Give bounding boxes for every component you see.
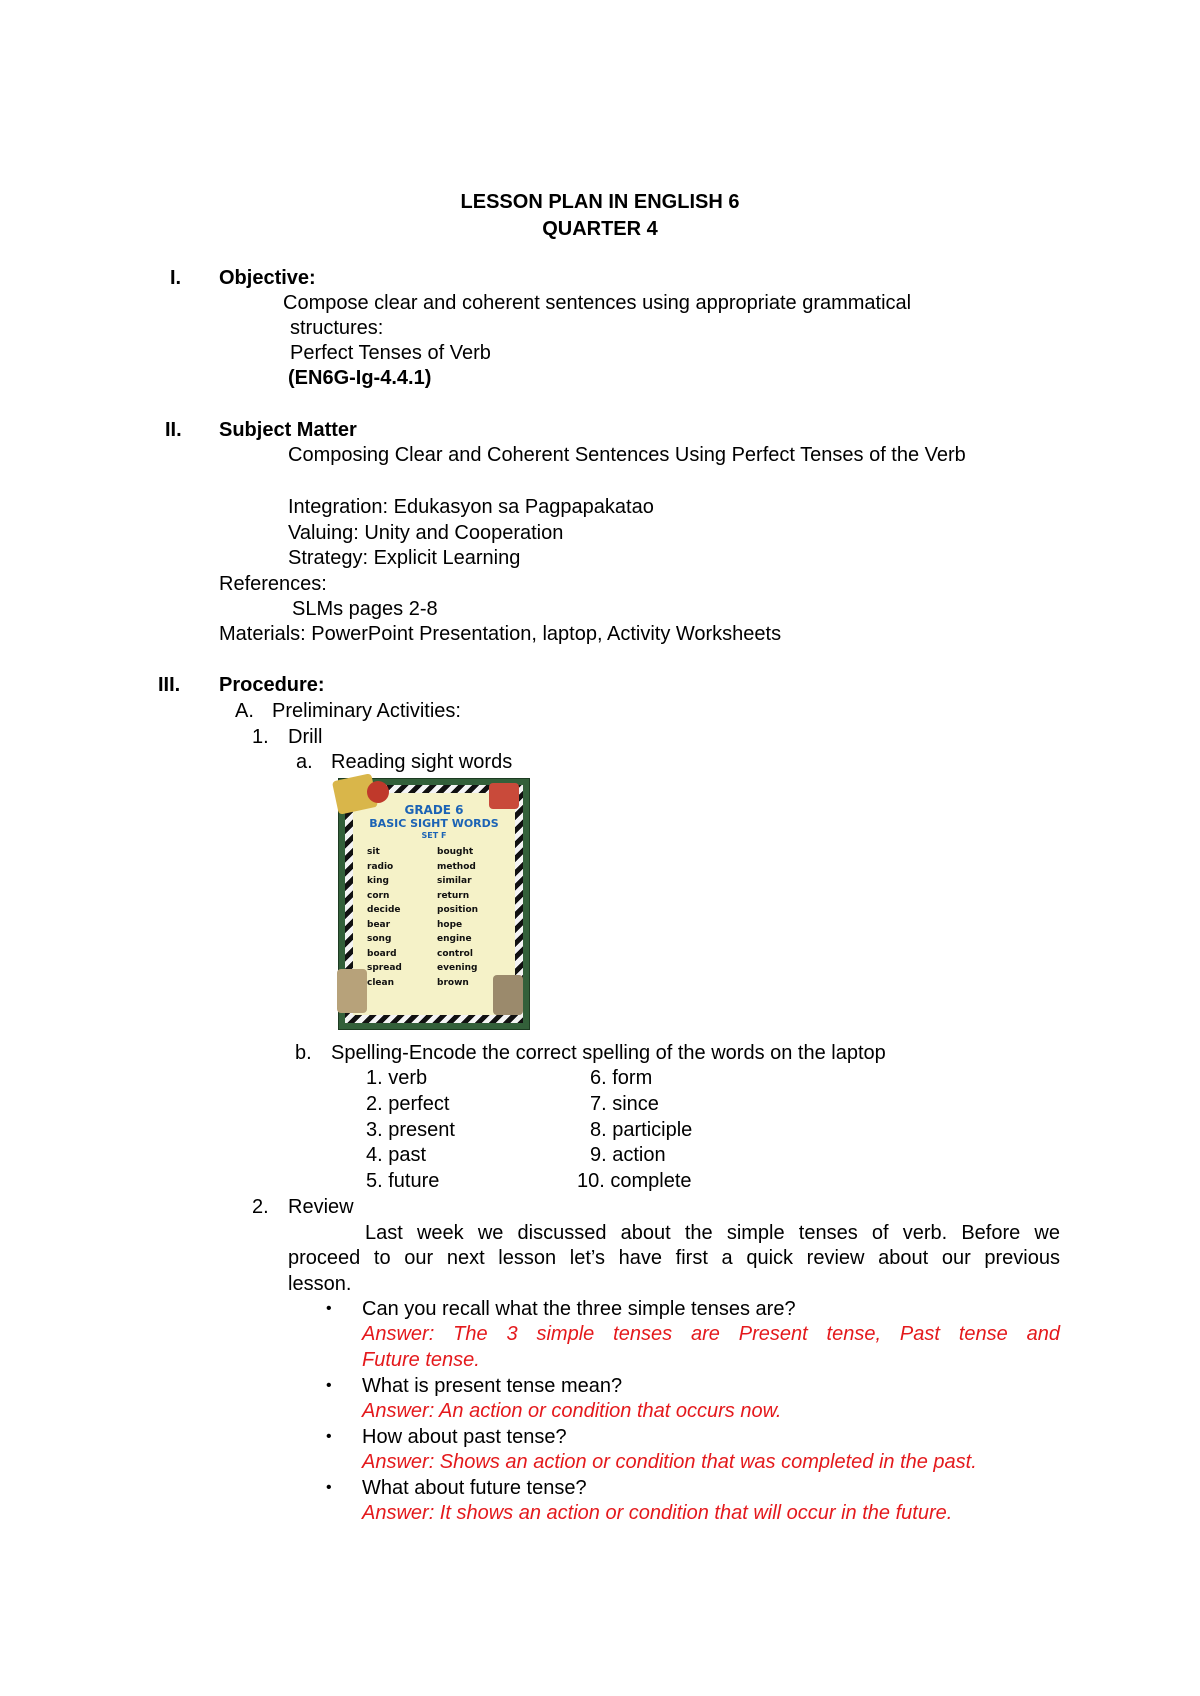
poster-word: engine [437, 934, 472, 944]
quarter-label: QUARTER 4 [542, 218, 658, 240]
drill-label: 1. [252, 726, 269, 748]
sight-words-label: a. [296, 751, 313, 773]
objective-line-3: Perfect Tenses of Verb [290, 342, 491, 364]
procedure-heading: Procedure: [219, 674, 325, 696]
drill-text: Drill [288, 726, 323, 748]
review-question-1: Can you recall what the three simple tenses are? [362, 1298, 796, 1320]
references-value: SLMs pages 2-8 [292, 598, 438, 620]
sight-words-text: Reading sight words [331, 751, 513, 773]
poster-word: method [437, 861, 476, 872]
spelling-word: 8. participle [590, 1119, 693, 1141]
poster-word: brown [437, 977, 469, 988]
bullet-icon: • [326, 1428, 332, 1445]
spelling-word: 2. perfect [366, 1093, 450, 1115]
review-paragraph-line-3: lesson. [288, 1273, 352, 1295]
bullet-icon: • [326, 1479, 332, 1496]
poster-word: corn [367, 890, 390, 901]
preliminary-text: Preliminary Activities: [272, 700, 461, 722]
poster-globe-decoration [493, 975, 523, 1015]
spelling-word: 10. complete [577, 1170, 692, 1192]
subject-heading: Subject Matter [219, 419, 357, 441]
page-title: LESSON PLAN IN ENGLISH 6 [460, 191, 740, 213]
poster-book-decoration [489, 783, 519, 809]
poster-set-label: SET F [421, 831, 447, 840]
spelling-word: 7. since [590, 1093, 659, 1115]
spelling-word: 3. present [366, 1119, 455, 1141]
poster-word: bought [437, 847, 474, 857]
subject-valuing: Valuing: Unity and Cooperation [288, 522, 564, 544]
poster-word: board [367, 948, 397, 959]
poster-word: sit [367, 847, 380, 857]
objective-numeral: I. [170, 267, 182, 289]
spelling-word: 6. form [590, 1067, 653, 1089]
references-label: References: [219, 573, 327, 595]
bullet-icon: • [326, 1377, 332, 1394]
preliminary-label: A. [235, 700, 254, 722]
poster-word: hope [437, 919, 463, 930]
review-answer-2: Answer: An action or condition that occurs now. [362, 1400, 782, 1422]
review-heading: Review [288, 1196, 354, 1218]
spelling-word: 1. verb [366, 1067, 428, 1089]
poster-bag-decoration [337, 969, 367, 1013]
review-answer-4: Answer: It shows an action or condition that will occur in the future. [362, 1502, 953, 1524]
spelling-word: 5. future [366, 1170, 440, 1192]
poster-word: control [437, 948, 473, 959]
poster-title: GRADE 6 [404, 803, 464, 817]
review-answer-3: Answer: Shows an action or condition that was completed in the past. [362, 1451, 977, 1473]
poster-word: similar [437, 876, 472, 886]
review-answer-1-line-2: Future tense. [362, 1349, 480, 1371]
review-label: 2. [252, 1196, 269, 1218]
review-paragraph-line-1: Last week we discussed about the simple tenses of verb. Before we [365, 1222, 1060, 1244]
poster-word: evening [437, 963, 478, 973]
poster-word: return [437, 890, 470, 901]
objective-line-2: structures: [290, 317, 384, 339]
review-question-2: What is present tense mean? [362, 1375, 623, 1397]
review-question-3: How about past tense? [362, 1426, 567, 1448]
poster-word: position [437, 905, 479, 915]
objective-line-1: Compose clear and coherent sentences using appropriate grammatical [283, 292, 912, 314]
poster-word: bear [367, 919, 391, 930]
subject-integration: Integration: Edukasyon sa Pagpapakatao [288, 496, 654, 518]
spelling-label: b. [295, 1042, 312, 1064]
poster-word: clean [367, 977, 395, 988]
review-answer-1-line-1: Answer: The 3 simple tenses are Present tense, Past tense and [362, 1323, 1060, 1345]
procedure-numeral: III. [158, 674, 181, 696]
poster-subtitle: BASIC SIGHT WORDS [369, 817, 499, 830]
poster-inner-panel [353, 793, 515, 1015]
objective-heading: Objective: [219, 267, 316, 289]
sight-words-poster [338, 778, 530, 1030]
poster-word: song [367, 934, 392, 944]
objective-code: (EN6G-Ig-4.4.1) [288, 367, 432, 389]
poster-word: spread [367, 963, 402, 973]
spelling-text: Spelling-Encode the correct spelling of the words on the laptop [331, 1042, 886, 1064]
poster-apple-decoration [367, 781, 389, 803]
poster-right-words [437, 845, 478, 990]
poster-word: king [367, 876, 389, 886]
poster-word: decide [367, 905, 401, 915]
spelling-word: 9. action [590, 1144, 666, 1166]
poster-left-words [367, 845, 402, 990]
subject-topic: Composing Clear and Coherent Sentences Using Perfect Tenses of the Verb [288, 444, 966, 466]
subject-numeral: II. [165, 419, 182, 441]
subject-strategy: Strategy: Explicit Learning [288, 547, 521, 569]
poster-word: radio [367, 861, 394, 872]
bullet-icon: • [326, 1300, 332, 1317]
review-paragraph-line-2: proceed to our next lesson let’s have first a quick review about our previous [288, 1247, 1060, 1269]
spelling-word: 4. past [366, 1144, 427, 1166]
materials-line: Materials: PowerPoint Presentation, laptop, Activity Worksheets [219, 623, 782, 645]
review-question-4: What about future tense? [362, 1477, 587, 1499]
